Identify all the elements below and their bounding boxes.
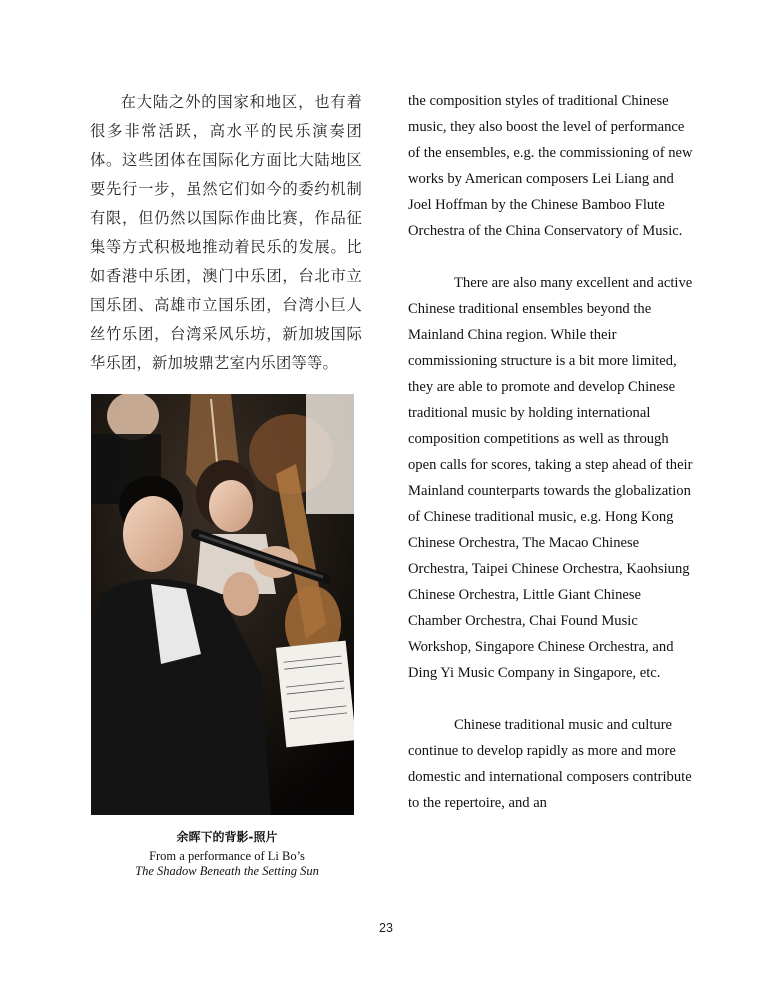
caption-line: From a performance of Li Bo’s xyxy=(149,849,305,863)
caption-work-title: The Shadow Beneath the Setting Sun xyxy=(135,864,319,878)
english-paragraph-1: the composition styles of traditional Chinese music, they also boost the level of performance of the ensembles, e.g. the commissioning of new works by American composers Lei Liang and Joel Hoffman by the Chinese Bamboo Flute Orchestra of the China Conservatory of Music. xyxy=(408,93,693,239)
concert-photo xyxy=(91,394,354,815)
photo-caption xyxy=(91,830,363,879)
left-column xyxy=(90,88,362,378)
caption-chinese: 余晖下的背影-照片 xyxy=(176,830,278,844)
chinese-paragraph: 在大陆之外的国家和地区，也有着很多非常活跃，高水平的民乐演奏团体。这些团体在国际化方面比大陆地区要先行一步，虽然它们如今的委约机制有限，但仍然以国际作曲比赛，作品征集等方式积极地推动着民乐的发展。比如香港中乐团，澳门中乐团，台北市立国乐团、高雄市立国乐团，台湾小巨人丝竹乐团，台湾采风乐坊，新加坡国际华乐团，新加坡鼎艺室内乐团等等。 xyxy=(90,93,362,372)
performer-photo-illustration xyxy=(91,394,354,815)
page-number: 23 xyxy=(379,921,393,935)
right-column xyxy=(408,88,693,816)
english-paragraph-2: There are also many excellent and active Chinese traditional ensembles beyond the Mainland China region. While their commissioning structure is a bit more limited, they are able to promote and develop Chinese traditional music by holding international composition competitions as well as through open calls for scores, taking a step ahead of their Mainland counterparts towards the globalization of Chinese traditional music, e.g. Hong Kong Chinese Orchestra, The Macao Chinese Orchestra, Taipei Chinese Orchestra, Kaohsiung Chinese Orchestra, Little Giant Chinese Chamber Orchestra, Chai Found Music Workshop, Singapore Chinese Orchestra, and Ding Yi Music Company in Singapore, etc. xyxy=(408,275,693,681)
english-paragraph-3: Chinese traditional music and culture continue to develop rapidly as more and more domestic and international composers contribute to the repertoire, and an xyxy=(408,717,692,811)
